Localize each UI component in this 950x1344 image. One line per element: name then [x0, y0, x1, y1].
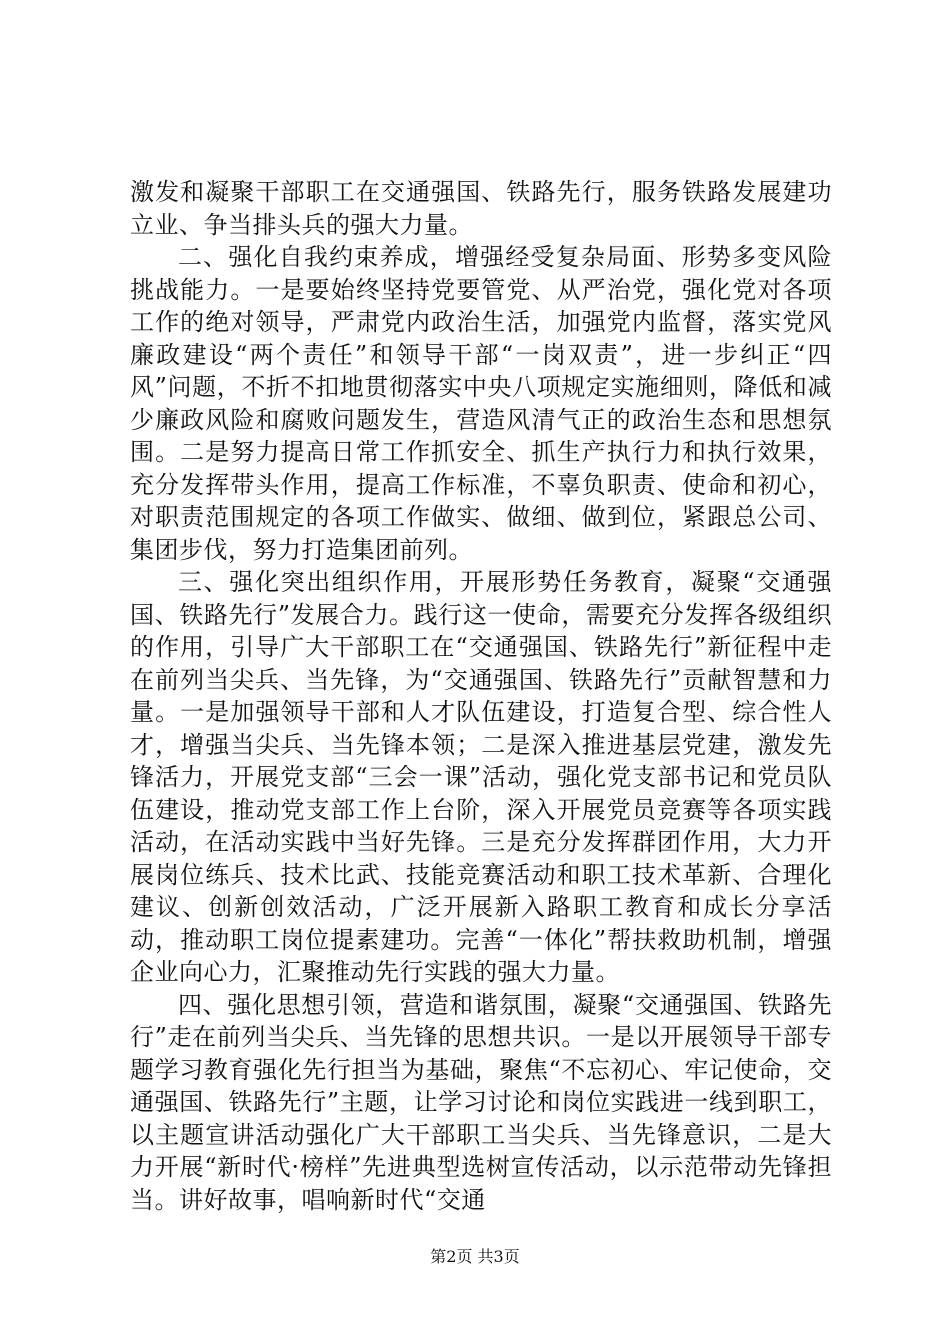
document-body [130, 176, 832, 1216]
page-number-indicator: 第2页 共3页 [430, 1247, 520, 1266]
paragraph-section-3: 三、强化突出组织作用，开展形势任务教育，凝聚“交通强国、铁路先行”发展合力。践行这一使命，需要充分发挥各级组织的作用，引导广大干部职工在“交通强国、铁路先行”新征程中走在前列当尖兵、当先锋，为“交通强国、铁路先行”贡献智慧和力量。一是加强领导干部和人才队伍建设，打造复合型、综合性人才，增强当尖兵、当先锋本领；二是深入推进基层党建，激发先锋活力，开展党支部“三会一课”活动，强化党支部书记和党员队伍建设，推动党支部工作上台阶，深入开展党员竞赛等各项实践活动，在活动实践中当好先锋。三是充分发挥群团作用，大力开展岗位练兵、技术比武、技能竞赛活动和职工技术革新、合理化建议、创新创效活动，广泛开展新入路职工教育和成长分享活动，推动职工岗位提素建功。完善“一体化”帮扶救助机制，增强企业向心力，汇聚推动先行实践的强大力量。 [130, 568, 832, 986]
page-footer [0, 1244, 950, 1267]
paragraph-section-4: 四、强化思想引领，营造和谐氛围，凝聚“交通强国、铁路先行”走在前列当尖兵、当先锋的思想共识。一是以开展领导干部专题学习教育强化先行担当为基础，聚焦“不忘初心、牢记使命，交通强国、铁路先行”主题，让学习讨论和岗位实践进一线到职工，以主题宣讲活动强化广大干部职工当尖兵、当先锋意识，二是大力开展“新时代·榜样”先进典型选树宣传活动，以示范带动先锋担当。讲好故事，唱响新时代“交通 [130, 990, 832, 1214]
paragraph-continuation: 激发和凝聚干部职工在交通强国、铁路先行，服务铁路发展建功立业、争当排头兵的强大力量。 [130, 178, 832, 239]
paragraph-section-2: 二、强化自我约束养成，增强经受复杂局面、形势多变风险挑战能力。一是要始终坚持党要管党、从严治党，强化党对各项工作的绝对领导，严肃党内政治生活，加强党内监督，落实党风廉政建设“两个责任”和领导干部“一岗双责”，进一步纠正“四风”问题，不折不扣地贯彻落实中央八项规定实施细则，降低和减少廉政风险和腐败问题发生，营造风清气正的政治生态和思想氛围。二是努力提高日常工作抓安全、抓生产执行力和执行效果，充分发挥带头作用，提高工作标准，不辜负职责、使命和初心，对职责范围规定的各项工作做实、做细、做到位，紧跟总公司、集团步伐，努力打造集团前列。 [130, 243, 832, 564]
